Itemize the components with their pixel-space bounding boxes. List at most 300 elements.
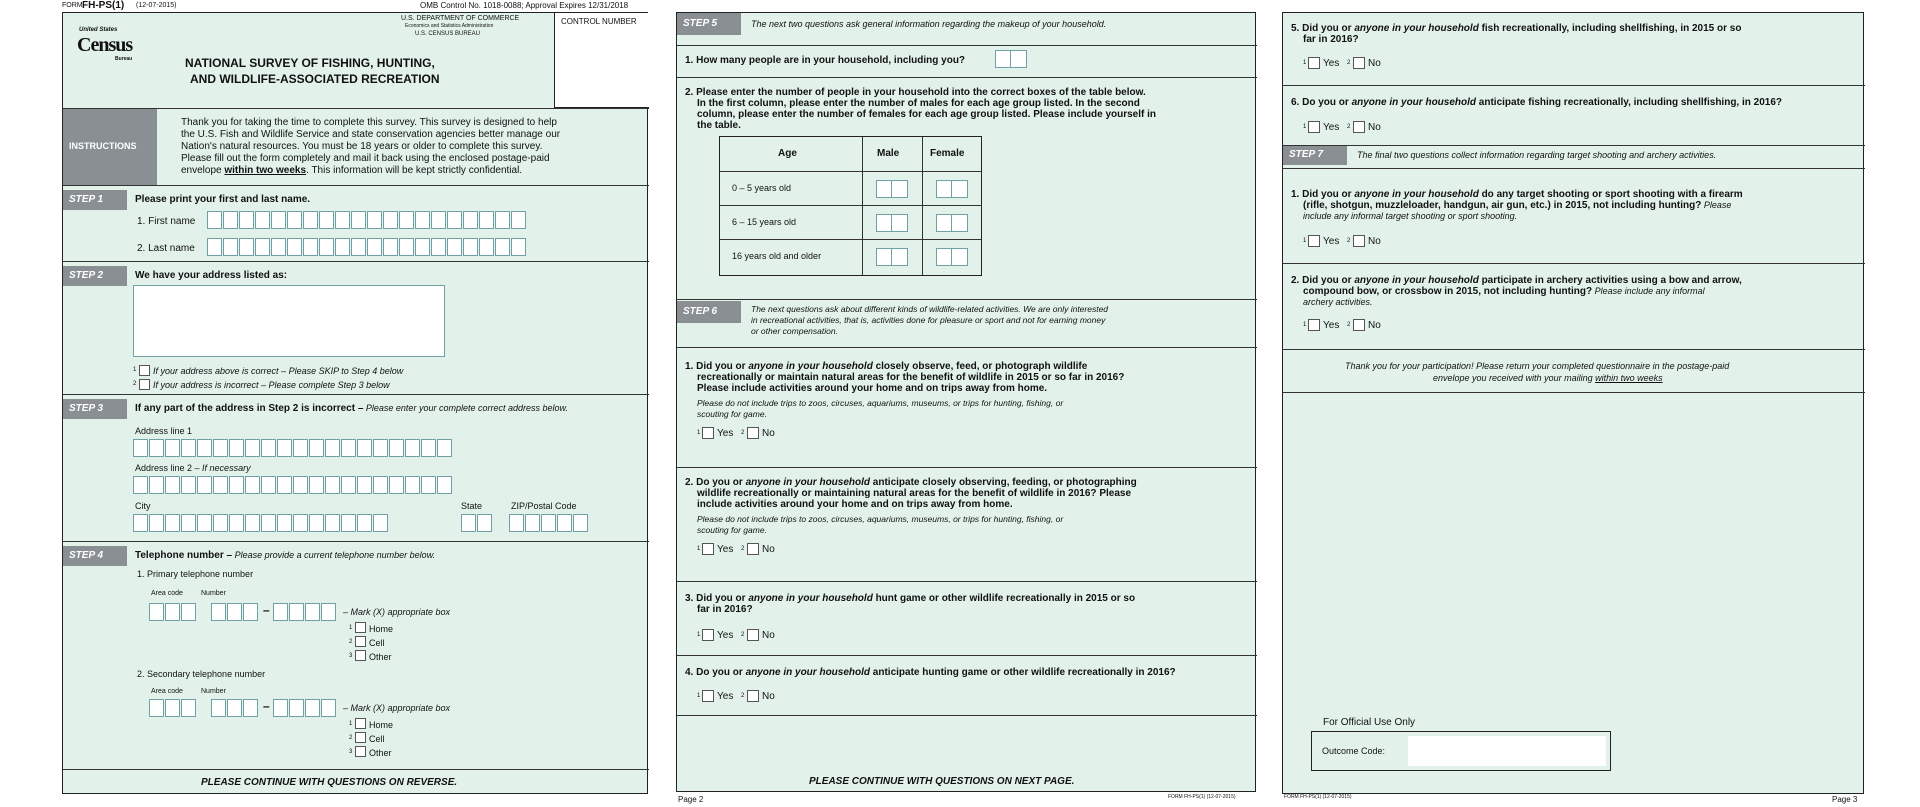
character-cell[interactable] <box>243 699 258 717</box>
step2-label: STEP 2 <box>63 266 127 286</box>
character-cell[interactable] <box>437 476 452 494</box>
secondary-cell-label: Cell <box>369 734 385 744</box>
character-cell[interactable] <box>133 514 148 532</box>
col-male: Male <box>877 148 900 159</box>
character-cell[interactable] <box>541 514 556 532</box>
character-cell[interactable] <box>373 514 388 532</box>
character-cell[interactable] <box>415 211 430 229</box>
thanks-line-2 <box>1433 373 1663 383</box>
w3-no-checkbox[interactable] <box>747 629 759 641</box>
no-number: 2 <box>741 693 745 699</box>
s2-c: participate in archery activities using a bow and arrow, <box>1478 275 1742 286</box>
w1-yes-label: Yes <box>717 428 734 439</box>
w1-note-2: scouting for game. <box>697 409 767 419</box>
character-cell[interactable] <box>319 238 334 256</box>
s2-line-2 <box>1303 286 1705 298</box>
w4-yes-label: Yes <box>717 691 734 702</box>
s1-no-label: No <box>1368 236 1381 247</box>
w2-c: anticipate closely observing, feeding, or photographing <box>870 477 1137 488</box>
character-cell[interactable] <box>293 439 308 457</box>
w1-line-3: Please include activities around your home and on trips away from home. <box>697 383 1048 394</box>
character-cell[interactable] <box>325 439 340 457</box>
primary-cell-checkbox[interactable] <box>355 636 366 647</box>
primary-other-checkbox[interactable] <box>355 650 366 661</box>
character-cell[interactable] <box>271 238 286 256</box>
character-cell[interactable] <box>181 439 196 457</box>
q5-line-2: far in 2016? <box>1303 34 1359 45</box>
yes-number: 1 <box>1303 60 1307 66</box>
page2-panel <box>676 12 1256 792</box>
secondary-area-code-field[interactable] <box>149 699 197 717</box>
continue-reverse: PLEASE CONTINUE WITH QUESTIONS ON REVERSE. <box>201 777 458 788</box>
character-cell[interactable] <box>405 439 420 457</box>
character-cell[interactable] <box>335 211 350 229</box>
character-cell[interactable] <box>149 514 164 532</box>
female-16-plus-field[interactable] <box>936 248 968 266</box>
character-cell[interactable] <box>341 514 356 532</box>
character-cell[interactable] <box>383 238 398 256</box>
character-cell[interactable] <box>197 514 212 532</box>
s1-yes-label: Yes <box>1323 236 1340 247</box>
male-0-5-field[interactable] <box>876 180 908 198</box>
step5-label: STEP 5 <box>677 13 741 35</box>
character-cell[interactable] <box>351 238 366 256</box>
character-cell[interactable] <box>273 603 288 621</box>
continue-next-page: PLEASE CONTINUE WITH QUESTIONS ON NEXT PAGE. <box>809 776 1075 787</box>
character-cell[interactable] <box>495 238 510 256</box>
character-cell[interactable] <box>229 476 244 494</box>
s2-a: 2. Did you or <box>1291 275 1355 286</box>
character-cell[interactable] <box>181 476 196 494</box>
address-incorrect-label: If your address is incorrect – Please complete Step 3 below <box>153 380 390 390</box>
w4-yes-checkbox[interactable] <box>702 690 714 702</box>
character-cell[interactable] <box>415 238 430 256</box>
primary-line-field[interactable] <box>273 603 337 621</box>
address-line-1-field[interactable] <box>133 439 453 457</box>
s2-yes-label: Yes <box>1323 320 1340 331</box>
character-cell[interactable] <box>325 514 340 532</box>
fishing-q5 <box>1291 23 1741 35</box>
address-correct-label: If your address above is correct – Please SKIP to Step 4 below <box>153 366 404 376</box>
primary-cell-label: Cell <box>369 638 385 648</box>
step3-q-italic: Please enter your complete correct address below. <box>363 403 569 413</box>
instructions-line-3: Nation's natural resources. You must be 18 years or older to complete this survey. <box>181 141 543 152</box>
character-cell[interactable] <box>181 699 196 717</box>
age-row-label: 16 years old and older <box>732 251 822 261</box>
w3-yes-label: Yes <box>717 630 734 641</box>
yes-number: 1 <box>1303 238 1307 244</box>
step1-question: Please print your first and last name. <box>135 194 311 205</box>
city-label: City <box>135 501 151 511</box>
character-cell[interactable] <box>373 439 388 457</box>
w1-no-checkbox[interactable] <box>747 427 759 439</box>
address-line-1-label: Address line 1 <box>135 426 193 436</box>
q6-no-checkbox[interactable] <box>1353 121 1365 133</box>
character-cell[interactable] <box>133 439 148 457</box>
s1-yes-checkbox[interactable] <box>1308 235 1320 247</box>
character-cell[interactable] <box>383 211 398 229</box>
step1-label: STEP 1 <box>63 190 127 210</box>
character-cell[interactable] <box>357 476 372 494</box>
character-cell[interactable] <box>261 476 276 494</box>
w1-note-1: Please do not include trips to zoos, circuses, aquariums, museums, or trips for hunting, fishing, or <box>697 398 1064 408</box>
secondary-other-checkbox[interactable] <box>355 746 366 757</box>
addr2-b: If necessary <box>199 463 251 473</box>
character-cell[interactable] <box>573 514 588 532</box>
instructions-line-5 <box>181 165 522 177</box>
character-cell[interactable] <box>305 603 320 621</box>
character-cell[interactable] <box>239 211 254 229</box>
q2-line-2: In the first column, please enter the number of males for each age group listed. In the second <box>697 98 1140 109</box>
character-cell[interactable] <box>367 211 382 229</box>
character-cell[interactable] <box>405 476 420 494</box>
n1b: 1 <box>349 721 353 727</box>
step4-label: STEP 4 <box>63 546 127 566</box>
outcome-code-box <box>1311 731 1611 771</box>
character-cell[interactable] <box>165 476 180 494</box>
character-cell[interactable] <box>277 439 292 457</box>
character-cell[interactable] <box>273 699 288 717</box>
yes-number: 1 <box>697 546 701 552</box>
s2-2a: compound bow, or crossbow in 2015, not including hunting? <box>1303 286 1593 297</box>
character-cell[interactable] <box>255 211 270 229</box>
character-cell[interactable] <box>303 211 318 229</box>
secondary-cell-checkbox[interactable] <box>355 732 366 743</box>
character-cell[interactable] <box>421 439 436 457</box>
character-cell[interactable] <box>245 514 260 532</box>
no-number: 2 <box>741 546 745 552</box>
number-label-2: Number <box>201 688 226 695</box>
form-label: FORM <box>62 2 83 9</box>
character-cell[interactable] <box>463 238 478 256</box>
secondary-prefix-field[interactable] <box>211 699 259 717</box>
character-cell[interactable] <box>511 238 526 256</box>
instructions-tab <box>63 109 157 185</box>
s1-2b: Please <box>1701 200 1732 210</box>
character-cell[interactable] <box>197 476 212 494</box>
q6-yes-checkbox[interactable] <box>1308 121 1320 133</box>
area-code-label: Area code <box>151 590 183 597</box>
w4-c: anticipate hunting game or other wildlife recreationally in 2016? <box>870 667 1176 678</box>
s1-2a: (rifle, shotgun, muzzleloader, handgun, air gun, etc.) in 2015, not including hunting? <box>1303 200 1702 211</box>
secondary-line-field[interactable] <box>273 699 337 717</box>
w2-no-checkbox[interactable] <box>747 543 759 555</box>
w2-yes-label: Yes <box>717 544 734 555</box>
col-female: Female <box>930 148 965 159</box>
official-use-label: For Official Use Only <box>1323 717 1416 728</box>
q2-line-3: column, please enter the number of females for each age group listed. Please include yourself in <box>697 109 1157 120</box>
character-cell[interactable] <box>289 603 304 621</box>
character-cell[interactable] <box>367 238 382 256</box>
addr-bad-number: 2 <box>133 381 137 387</box>
character-cell[interactable] <box>207 211 222 229</box>
hunting-q4 <box>685 667 1176 679</box>
age-table <box>719 136 982 276</box>
w1-b: anyone in your household <box>748 361 873 372</box>
no-number: 2 <box>1347 60 1351 66</box>
character-cell[interactable] <box>437 439 452 457</box>
character-cell[interactable] <box>325 476 340 494</box>
q5-no-label: No <box>1368 58 1381 69</box>
control-number-box <box>554 13 649 108</box>
instructions-line-1: Thank you for taking the time to complete this survey. This survey is designed to help <box>181 117 557 128</box>
outcome-code-label: Outcome Code: <box>1322 746 1386 756</box>
last-name-label: 2. Last name <box>137 243 195 254</box>
w1-yes-checkbox[interactable] <box>702 427 714 439</box>
state-label: State <box>461 501 483 511</box>
character-cell[interactable] <box>293 514 308 532</box>
character-cell[interactable] <box>479 211 494 229</box>
w3-c: hunt game or other wildlife recreationally in 2015 or so <box>872 593 1136 604</box>
state-field[interactable] <box>461 514 493 532</box>
female-0-5-field[interactable] <box>936 180 968 198</box>
q5-no-checkbox[interactable] <box>1353 57 1365 69</box>
female-6-15-field[interactable] <box>936 214 968 232</box>
primary-phone-label: 1. Primary telephone number <box>137 569 254 579</box>
character-cell[interactable] <box>227 699 242 717</box>
character-cell[interactable] <box>211 603 226 621</box>
instr5-c: . This information will be kept strictly confidential. <box>306 165 523 176</box>
male-16-plus-field[interactable] <box>876 248 908 266</box>
wildlife-q1 <box>685 361 1087 373</box>
omb-number: OMB Control No. 1018-0088; Approval Expires 12/31/2018 <box>420 1 629 10</box>
step2-question: We have your address listed as: <box>135 270 288 281</box>
primary-home-label: Home <box>369 624 394 634</box>
q6-c: anticipate fishing recreationally, including shellfishing, in 2016? <box>1476 97 1783 108</box>
area-code-label-2: Area code <box>151 688 183 695</box>
q5-b: anyone in your household <box>1354 23 1479 34</box>
w4-b: anyone in your household <box>745 667 871 678</box>
s1-b: anyone in your household <box>1354 189 1479 200</box>
yes-number: 1 <box>697 430 701 436</box>
character-cell[interactable] <box>351 211 366 229</box>
page-1 <box>0 0 660 807</box>
zip-field[interactable] <box>509 514 589 532</box>
character-cell[interactable] <box>245 476 260 494</box>
character-cell[interactable] <box>431 211 446 229</box>
logo-top: United States <box>79 27 118 33</box>
character-cell[interactable] <box>399 238 414 256</box>
control-number-label: CONTROL NUMBER <box>561 17 637 26</box>
character-cell[interactable] <box>213 476 228 494</box>
secondary-home-label: Home <box>369 720 394 730</box>
character-cell[interactable] <box>261 514 276 532</box>
q5-c: fish recreationally, including shellfishing, in 2015 or so <box>1478 23 1742 34</box>
character-cell[interactable] <box>211 699 226 717</box>
age-row-label: 0 – 5 years old <box>732 183 792 193</box>
q5-yes-checkbox[interactable] <box>1308 57 1320 69</box>
character-cell[interactable] <box>525 514 540 532</box>
instr5-b: within two weeks <box>224 165 307 176</box>
address-line-2-field[interactable] <box>133 476 453 494</box>
character-cell[interactable] <box>213 439 228 457</box>
character-cell[interactable] <box>165 699 180 717</box>
secondary-home-checkbox[interactable] <box>355 718 366 729</box>
mark-box-label: – Mark (X) appropriate box <box>343 607 451 617</box>
q5-yes-label: Yes <box>1323 58 1340 69</box>
character-cell[interactable] <box>319 211 334 229</box>
character-cell[interactable] <box>287 238 302 256</box>
character-cell[interactable] <box>321 699 336 717</box>
character-cell[interactable] <box>165 603 180 621</box>
s2-yes-checkbox[interactable] <box>1308 319 1320 331</box>
character-cell[interactable] <box>461 514 476 532</box>
s1-no-checkbox[interactable] <box>1353 235 1365 247</box>
page3-panel <box>1282 12 1864 794</box>
character-cell[interactable] <box>389 476 404 494</box>
s2-no-label: No <box>1368 320 1381 331</box>
character-cell[interactable] <box>335 238 350 256</box>
w2-line-3: include activities around your home and on trips away from home. <box>697 499 1013 510</box>
character-cell[interactable] <box>511 211 526 229</box>
step6-label: STEP 6 <box>677 301 741 323</box>
form-id: FH-PS(1) <box>82 0 125 11</box>
s2-b: anyone in your household <box>1354 275 1479 286</box>
w2-a: 2. Do you or <box>685 477 746 488</box>
character-cell[interactable] <box>357 514 372 532</box>
address-correct-checkbox[interactable] <box>139 365 150 376</box>
w3-b: anyone in your household <box>748 593 873 604</box>
dash-2: – <box>263 699 270 713</box>
character-cell[interactable] <box>495 211 510 229</box>
character-cell[interactable] <box>447 211 462 229</box>
form-date: (12-07-2015) <box>136 2 177 9</box>
first-name-field[interactable] <box>207 211 527 229</box>
character-cell[interactable] <box>149 439 164 457</box>
character-cell[interactable] <box>165 514 180 532</box>
age-row-label: 6 – 15 years old <box>732 217 797 227</box>
character-cell[interactable] <box>399 211 414 229</box>
s2-2b: Please include any informal <box>1592 286 1705 296</box>
w2-yes-checkbox[interactable] <box>702 543 714 555</box>
n2: 2 <box>349 639 353 645</box>
character-cell[interactable] <box>223 211 238 229</box>
character-cell[interactable] <box>245 439 260 457</box>
character-cell[interactable] <box>223 238 238 256</box>
character-cell[interactable] <box>309 439 324 457</box>
q6-b: anyone in your household <box>1351 97 1477 108</box>
male-6-15-field[interactable] <box>876 214 908 232</box>
household-size-field[interactable] <box>995 50 1027 68</box>
character-cell[interactable] <box>293 476 308 494</box>
logo-main: Census <box>77 34 133 56</box>
character-cell[interactable] <box>479 238 494 256</box>
character-cell[interactable] <box>431 238 446 256</box>
page-3 <box>1282 0 1872 807</box>
character-cell[interactable] <box>341 476 356 494</box>
dept-line-3: U.S. CENSUS BUREAU <box>415 31 481 37</box>
step7-text: The final two questions collect information regarding target shooting and archery activities. <box>1357 150 1717 160</box>
character-cell[interactable] <box>149 603 164 621</box>
character-cell[interactable] <box>133 476 148 494</box>
character-cell[interactable] <box>255 238 270 256</box>
character-cell[interactable] <box>229 514 244 532</box>
primary-home-checkbox[interactable] <box>355 622 366 633</box>
character-cell[interactable] <box>309 514 324 532</box>
thanks-2b: within two weeks <box>1595 373 1663 383</box>
n3b: 3 <box>349 749 353 755</box>
character-cell[interactable] <box>229 439 244 457</box>
character-cell[interactable] <box>271 211 286 229</box>
character-cell[interactable] <box>227 603 242 621</box>
s1-line-2 <box>1303 200 1731 212</box>
character-cell[interactable] <box>309 476 324 494</box>
character-cell[interactable] <box>303 238 318 256</box>
character-cell[interactable] <box>421 476 436 494</box>
character-cell[interactable] <box>289 699 304 717</box>
character-cell[interactable] <box>321 603 336 621</box>
census-logo <box>77 27 137 67</box>
step3-q-bold: If any part of the address in Step 2 is incorrect – <box>135 403 364 414</box>
character-cell[interactable] <box>341 439 356 457</box>
w4-no-checkbox[interactable] <box>747 690 759 702</box>
primary-prefix-field[interactable] <box>211 603 259 621</box>
yes-number: 1 <box>697 632 701 638</box>
zip-label: ZIP/Postal Code <box>511 501 577 511</box>
n2b: 2 <box>349 735 353 741</box>
character-cell[interactable] <box>207 238 222 256</box>
character-cell[interactable] <box>277 514 292 532</box>
character-cell[interactable] <box>213 514 228 532</box>
character-cell[interactable] <box>447 238 462 256</box>
character-cell[interactable] <box>181 603 196 621</box>
character-cell[interactable] <box>509 514 524 532</box>
city-field[interactable] <box>133 514 389 532</box>
secondary-other-label: Other <box>369 748 392 758</box>
character-cell[interactable] <box>357 439 372 457</box>
character-cell[interactable] <box>477 514 492 532</box>
character-cell[interactable] <box>305 699 320 717</box>
w3-line-2: far in 2016? <box>697 604 753 615</box>
page-2-label: Page 2 <box>678 795 704 804</box>
no-number: 2 <box>1347 124 1351 130</box>
character-cell[interactable] <box>287 211 302 229</box>
character-cell[interactable] <box>373 476 388 494</box>
instructions-line-2: the U.S. Fish and Wildlife Service and state conservation agencies better manage our <box>181 129 561 140</box>
character-cell[interactable] <box>277 476 292 494</box>
w3-no-label: No <box>762 630 775 641</box>
step5-text: The next two questions ask general information regarding the makeup of your household. <box>751 19 1107 29</box>
character-cell[interactable] <box>243 603 258 621</box>
yes-number: 1 <box>1303 124 1307 130</box>
character-cell[interactable] <box>181 514 196 532</box>
s2-no-checkbox[interactable] <box>1353 319 1365 331</box>
primary-area-code-field[interactable] <box>149 603 197 621</box>
w2-b: anyone in your household <box>745 477 871 488</box>
q6-a: 6. Do you or <box>1291 97 1352 108</box>
character-cell[interactable] <box>261 439 276 457</box>
character-cell[interactable] <box>463 211 478 229</box>
step4-q-bold: Telephone number – <box>135 550 233 561</box>
dash: – <box>263 603 270 617</box>
character-cell[interactable] <box>149 699 164 717</box>
character-cell[interactable] <box>239 238 254 256</box>
character-cell[interactable] <box>197 439 212 457</box>
character-cell[interactable] <box>165 439 180 457</box>
step6-line-3: or other compensation. <box>751 326 838 336</box>
no-number: 2 <box>741 632 745 638</box>
address-incorrect-checkbox[interactable] <box>139 379 150 390</box>
character-cell[interactable] <box>389 439 404 457</box>
w4-no-label: No <box>762 691 775 702</box>
outcome-code-field[interactable] <box>1408 736 1606 766</box>
w3-yes-checkbox[interactable] <box>702 629 714 641</box>
character-cell[interactable] <box>149 476 164 494</box>
last-name-field[interactable] <box>207 238 527 256</box>
character-cell[interactable] <box>557 514 572 532</box>
s1-c: do any target shooting or sport shooting with a firearm <box>1478 189 1743 200</box>
page-3-label: Page 3 <box>1832 795 1858 804</box>
